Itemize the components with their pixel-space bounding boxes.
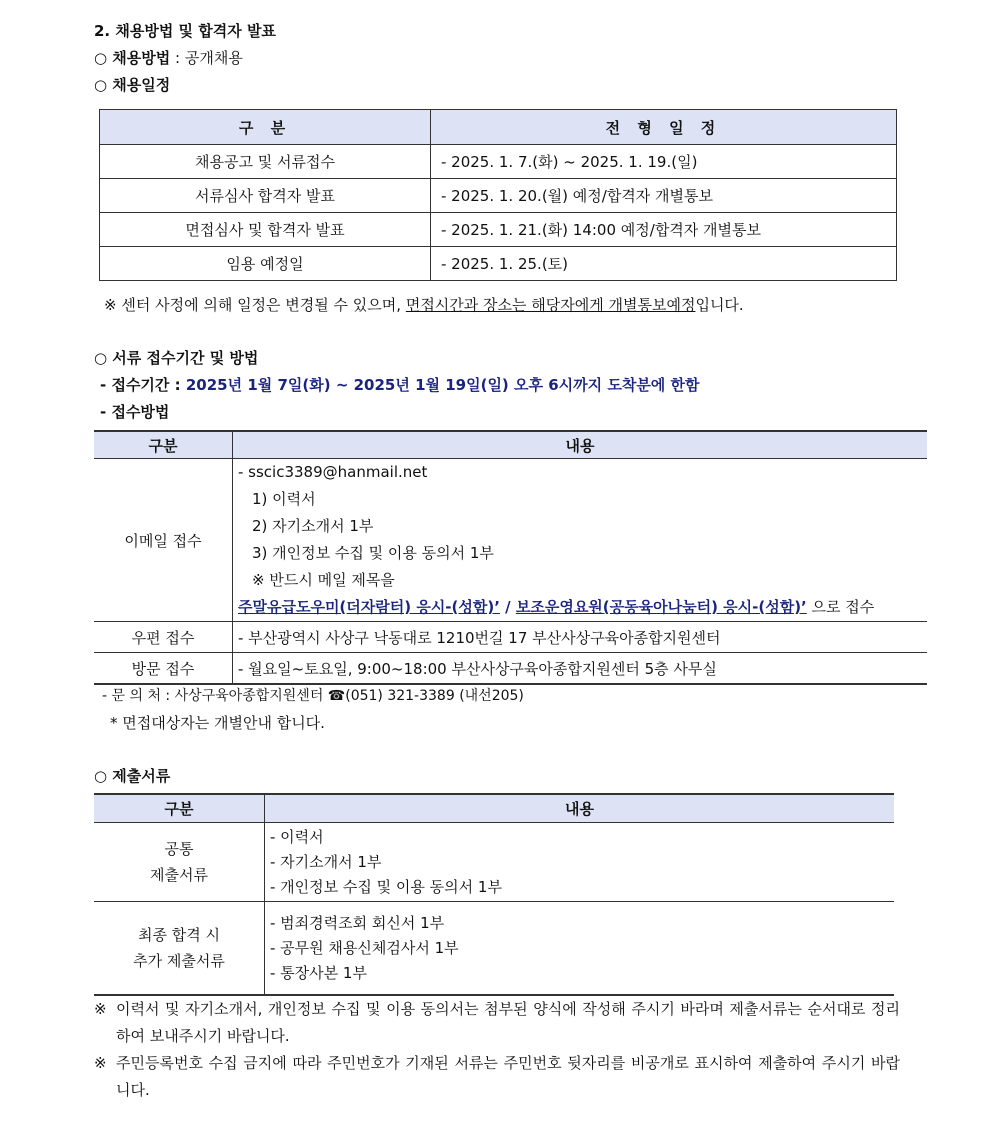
list-item: - 개인정보 수집 및 이용 동의서 1부: [270, 877, 502, 896]
schedule-header-dates: 전 형 일 정: [431, 110, 897, 145]
table-row: [94, 653, 927, 685]
documents-table: [94, 793, 894, 996]
schedule-date: - 2025. 1. 25.(토): [431, 247, 897, 281]
schedule-note-prefix: ※ 센터 사정에 의해 일정은 변경될 수 있으며,: [104, 296, 406, 314]
email-subject-sep: /: [499, 598, 516, 616]
docs-header-content: 내용: [265, 794, 895, 823]
common-docs-label-2: 제출서류: [150, 866, 208, 884]
email-address: - sscic3389@hanmail.net: [238, 463, 428, 481]
schedule-stage: 면접심사 및 합격자 발표: [100, 213, 431, 247]
table-row: [100, 247, 897, 281]
documents-note-1-text: 이력서 및 자기소개서, 개인정보 수집 및 이용 동의서는 첨부된 양식에 작성해 주시기 바라며 제출서류는 순서대로 정리하여 보내주시기 바랍니다.: [116, 1000, 900, 1045]
email-label: 이메일 접수: [94, 459, 233, 622]
schedule-stage: 임용 예정일: [100, 247, 431, 281]
final-docs-label: [94, 902, 265, 996]
table-row: [94, 823, 894, 902]
common-docs-list: [265, 823, 895, 902]
documents-note-1: [94, 996, 900, 1050]
list-item: - 자기소개서 1부: [270, 852, 382, 871]
method-header-content: 내용: [233, 431, 928, 459]
documents-note-2: [94, 1050, 900, 1104]
visit-label: 방문 접수: [94, 653, 233, 685]
method-header-row: [94, 431, 927, 459]
documents-note-2-text: 주민등록번호 수집 금지에 따라 주민번호가 기재된 서류는 주민번호 뒷자리를 비공개로 표시하여 제출하여 주시기 바랍니다.: [116, 1054, 900, 1099]
receipt-period-label: - 접수기간 :: [100, 376, 186, 394]
list-item: 1) 이력서: [252, 490, 316, 508]
docs-header-row: [94, 794, 894, 823]
schedule-date: - 2025. 1. 7.(화) ~ 2025. 1. 19.(일): [431, 145, 897, 179]
schedule-header-row: [100, 110, 897, 145]
note-mark: ※: [94, 1000, 107, 1018]
interview-note: * 면접대상자는 개별안내 합니다.: [110, 714, 325, 732]
post-value: - 부산광역시 사상구 낙동대로 1210번길 17 부산사상구육아종합지원센터: [233, 622, 928, 653]
visit-value: - 월요일~토요일, 9:00~18:00 부산사상구육아종합지원센터 5층 사무실: [233, 653, 928, 685]
schedule-note-suffix: 입니다.: [695, 296, 744, 314]
receipt-method-table: [94, 430, 927, 685]
table-row: [94, 459, 927, 622]
hiring-method-value: : 공개채용: [170, 49, 243, 67]
section-title: 2. 채용방법 및 합격자 발표: [94, 22, 276, 40]
contact-info: - 문 의 처 : 사상구육아종합지원센터 ☎(051) 321-3389 (내선205): [102, 688, 524, 704]
common-docs-label: [94, 823, 265, 902]
list-item: 3) 개인정보 수집 및 이용 동의서 1부: [252, 544, 494, 562]
receipt-period: [100, 374, 700, 396]
hiring-method: [94, 47, 243, 69]
docs-header-category: 구분: [94, 794, 265, 823]
final-docs-label-1: 최종 합격 시: [138, 926, 220, 944]
list-item: - 이력서: [270, 827, 324, 846]
schedule-note-underline: 면접시간과 장소는 해당자에게 개별통보예정: [405, 296, 696, 314]
documents-title: ○ 제출서류: [94, 767, 171, 785]
email-subject-1: 주말유급도우미(더자람터) 응시-(성함)’: [238, 598, 500, 616]
list-item: - 공무원 채용신체검사서 1부: [270, 938, 459, 957]
schedule-note: [104, 294, 744, 316]
schedule-date: - 2025. 1. 20.(월) 예정/합격자 개별통보: [431, 179, 897, 213]
email-subject-suffix: 으로 접수: [806, 598, 875, 616]
list-item: 2) 자기소개서 1부: [252, 517, 374, 535]
email-subject-2: 보조운영요원(공동육아나눔터) 응시-(성함)’: [515, 598, 807, 616]
schedule-stage: 서류심사 합격자 발표: [100, 179, 431, 213]
schedule-table: [99, 109, 897, 281]
list-item: ※ 반드시 메일 제목을: [252, 571, 395, 589]
table-row: [100, 145, 897, 179]
hiring-method-label: ○ 채용방법: [94, 49, 171, 67]
table-row: [100, 213, 897, 247]
email-content: [233, 459, 928, 622]
final-docs-label-2: 추가 제출서류: [133, 952, 225, 970]
post-label: 우편 접수: [94, 622, 233, 653]
common-docs-label-1: 공통: [164, 840, 194, 858]
table-row: [100, 179, 897, 213]
final-docs-list: [265, 902, 895, 996]
email-subject: [238, 594, 927, 621]
schedule-stage: 채용공고 및 서류접수: [100, 145, 431, 179]
schedule-label: ○ 채용일정: [94, 76, 171, 94]
list-item: - 범죄경력조회 회신서 1부: [270, 913, 445, 932]
receipt-period-value: 2025년 1월 7일(화) ~ 2025년 1월 19일(일) 오후 6시까지 도착분에 한함: [185, 376, 700, 394]
note-mark: ※: [94, 1054, 107, 1072]
method-header-category: 구분: [94, 431, 233, 459]
list-item: - 통장사본 1부: [270, 963, 367, 982]
schedule-date: - 2025. 1. 21.(화) 14:00 예정/합격자 개별통보: [431, 213, 897, 247]
schedule-header-category: 구 분: [100, 110, 431, 145]
receipt-method-label: - 접수방법: [100, 403, 170, 421]
table-row: [94, 622, 927, 653]
receipt-title: ○ 서류 접수기간 및 방법: [94, 349, 259, 367]
table-row: [94, 902, 894, 996]
